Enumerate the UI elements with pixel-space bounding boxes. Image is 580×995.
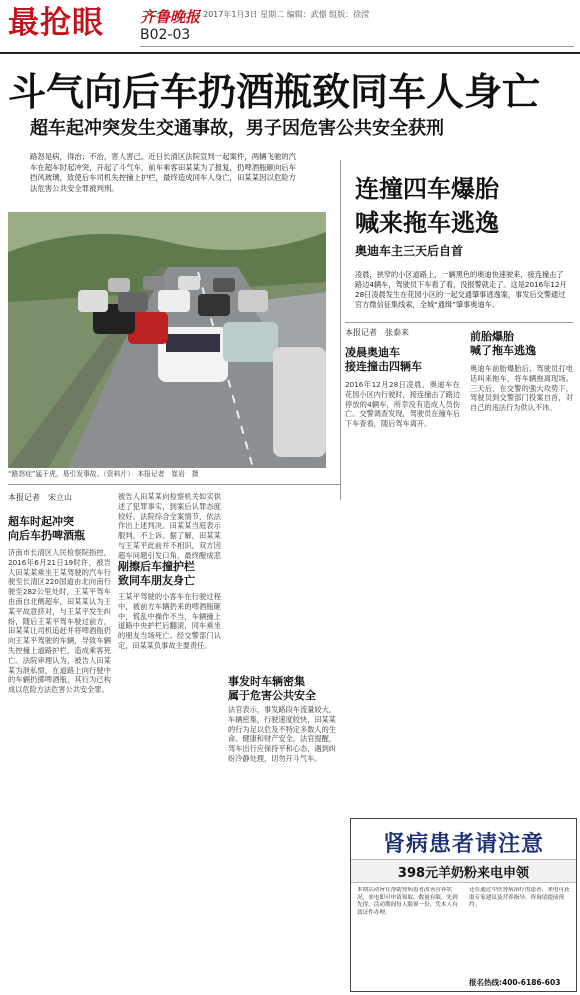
main-subheadline: 超车起冲突发生交通事故，男子因危害公共安全获刑 — [30, 118, 444, 139]
divider — [0, 52, 580, 54]
ad-title: 肾病患者请注意 — [382, 832, 544, 857]
advertisement — [350, 818, 577, 992]
side-lead: 凌晨，狭窄的小区道路上，一辆黑色的奥迪快速驶来，接连撞击了路边4辆车，驾驶员下车看了看，没报警就走了。这是2016年12月28日凌晨发生在花园小区的一起交通肇事逃逸案，事发后交警通过官方微信征集线索，全城“通缉”肇事奥迪车。 — [355, 270, 567, 309]
side-byline: 本报记者 张泰来 — [345, 328, 409, 337]
divider — [340, 160, 341, 500]
section-title: 最抢眼 — [8, 5, 104, 41]
divider — [8, 484, 340, 485]
masthead — [0, 0, 580, 52]
divider — [345, 322, 573, 323]
main-subhead-1: 超车时起冲突 向后车扔啤酒瓶 — [8, 515, 85, 542]
side-headline — [355, 172, 499, 240]
side-column-1: 2016年12月28日凌晨，奥迪车在花园小区内行驶时，接连撞击了路边停放的4辆车，所幸没有造成人员伤亡。交警调查发现，驾驶员在撞车后下车查看，随后驾车离开。 — [345, 380, 460, 429]
main-lead: 路怒是病，得治；不治，害人害己。近日长清区法院宣判一起案件，两辆飞驰的汽车在超车时起冲突，开起了斗气车，前车乘客田某某为了报复，扔啤酒瓶砸向后车挡风玻璃，致使后车司机失控撞上护栏，最终造成同车人身亡，田某某因以危险方法危害公共安全罪被判刑。 — [30, 152, 297, 193]
side-subhead-2: 前胎爆胎 喊了拖车逃逸 — [470, 330, 536, 357]
traffic-photo — [8, 212, 326, 468]
issue-meta: 2017年1月3日 星期二 编辑：武憬 组版：徐滢 — [203, 10, 370, 19]
main-byline: 本报记者 宋立山 — [8, 493, 72, 502]
main-column-3: 王某平驾驶的小客车在行驶过程中，被前方车辆扔来的啤酒瓶砸中，慌乱中操作不当，车辆撞上道路中央护栏后翻滚，同车乘坐的朋友当场死亡。经交警部门认定，田某某负事故主要责任。 — [118, 592, 221, 650]
main-headline: 斗气向后车扔酒瓶致同车人身亡 — [8, 70, 541, 114]
traffic-photo-illustration — [8, 212, 326, 468]
side-subhead-1: 凌晨奥迪车 接连撞击四辆车 — [345, 346, 422, 373]
main-subhead-3: 事发时车辆密集 属于危害公共安全 — [228, 675, 316, 702]
side-subheadline: 奥迪车主三天后自首 — [355, 244, 464, 258]
main-subhead-2: 剐擦后车撞护栏 致同车朋友身亡 — [118, 560, 195, 587]
divider — [140, 46, 574, 47]
ad-body-left: 本期活动旨在帮助肾病患者改善营养状况，来电即可申请领取，数量有限，先到先得。活动期间每人限领一份，凭本人有效证件办理。 — [357, 887, 458, 916]
main-column-4: 法官表示，事发路段车流量较大，车辆密集，行驶速度较快，田某某的行为足以危及不特定多数人的生命、健康和财产安全。法官提醒，驾车出行应保持平和心态，遇到纠纷冷静处理，切勿开斗气车。 — [228, 705, 336, 763]
page-number: B02-03 — [140, 27, 191, 43]
main-column-2: 被告人田某某向检察机关如实供述了犯罪事实，到案后认罪态度较好。法院综合全案情节，依法作出上述判决。田某某当庭表示服判，不上诉。据了解，田某某与王某平此前并不相识，双方因超车问题引发口角，最终酿成悲 — [118, 492, 221, 560]
main-column-1: 济南市长清区人民检察院指控，2016年6月21日19时许，被告人田某某乘坐王某驾驶的汽车行驶至长清区220国道由北向南行驶至282公里处时，王某平驾车由南自北侧超车，田某某认为王某平故意挤对，与王某平发生纠纷，随后王某平驾车驶过前方，田某某让司机追赶并将啤酒瓶扔向王某平驾驶的车辆，导致车辆失控撞上道路护栏，造成乘客死亡。法院审理认为，被告人田某某为泄私愤，在道路上向行驶中的车辆扔掷啤酒瓶，其行为已构成以危险方法危害公共安全罪。 — [8, 548, 111, 695]
paper-logo: 齐鲁晚报 — [140, 8, 201, 26]
side-column-2: 奥迪车前胎爆胎后，驾驶员打电话叫来拖车，将车辆拖离现场。三天后，在交警的强大攻势下，驾驶员到交警部门投案自首，对自己的违法行为供认不讳。 — [470, 364, 573, 413]
ad-body-right: 还在通过中医肾病治疗的患者，来电可获取专家建议及营养指导。咨询请提前预约。 — [469, 887, 570, 909]
photo-caption: “路怒症”猛于虎，易引发事故。（资料片） 本报记者 崔岩 摄 — [8, 470, 199, 478]
side-headline-text: 连撞四车爆胎 喊来拖车逃逸 — [355, 175, 499, 237]
ad-subtitle: 398元羊奶粉来电申领 — [397, 866, 530, 881]
ad-phone: 报名热线:400-6186-603 — [469, 978, 561, 987]
